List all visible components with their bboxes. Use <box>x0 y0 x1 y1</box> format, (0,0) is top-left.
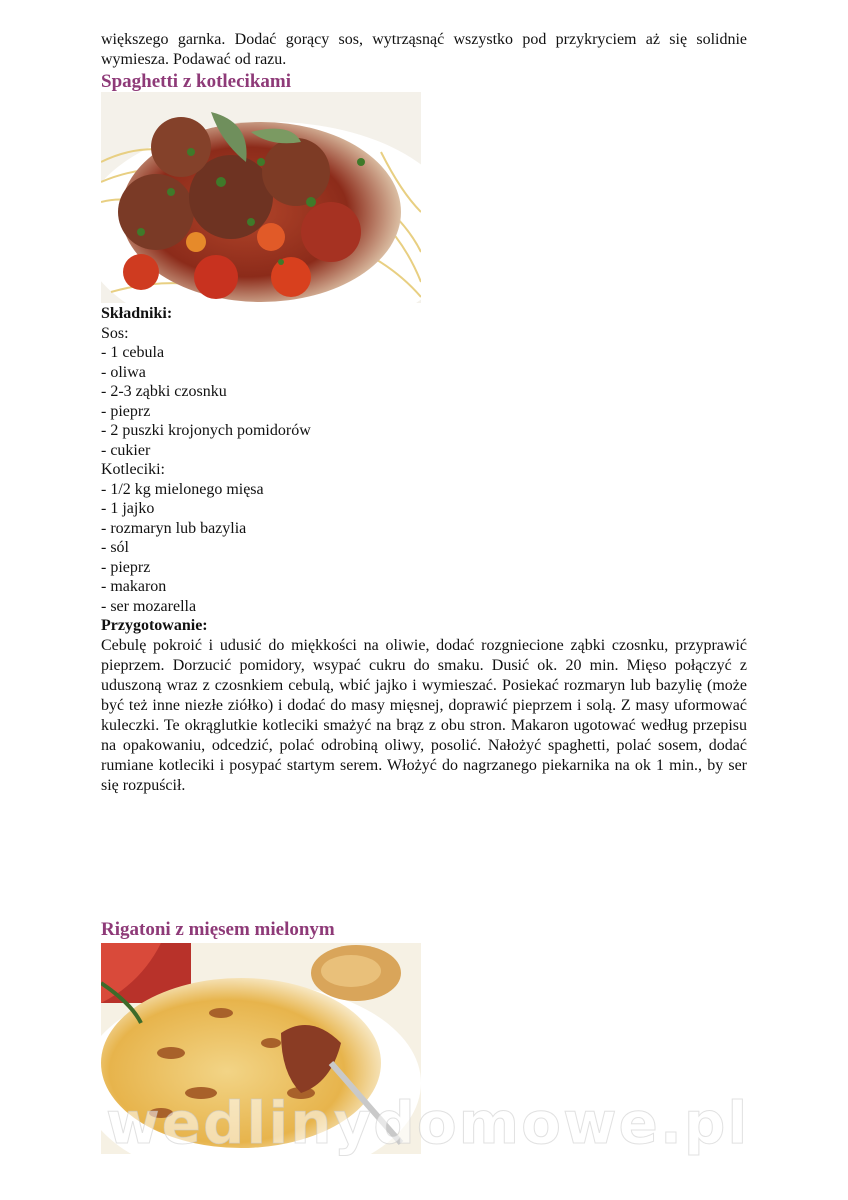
ingredients-heading: Składniki: <box>101 305 173 322</box>
list-item: - pieprz <box>101 558 151 576</box>
list-item: - 1 jajko <box>101 500 155 517</box>
list-item: - 1 cebula <box>101 344 165 361</box>
preparation-paragraph: Cebulę pokroić i udusić do miękkości na oliwie, dodać rozgniecione ząbki czosnku, przyprawić pieprzem. Dorzucić pomidory, wsypać cukru do smaku. Dusić ok. 20 min. Mięso połączyć z uduszoną wraz z czosnkiem cebulą, wbić jajko i wymieszać. Posiekać rozmaryn lub bazylię (może być też inne niezłe ziółko) i dodać do masy mięsnej, doprawić pieprzem i solą. Z masy uformować kuleczki. Te okrąglutkie kotleciki smażyć na brąz z obu stron. Makaron ugotować według przepisu na opakowaniu, odcedzić, polać odrobiną oliwy, posolić. Nałożyć spaghetti, polać sosem, dodać rumiane kotleciki i posypać startym serem. Włożyć do nagrzanego piekarnika na ok 1 min., by ser się rozpuścił. <box>101 636 747 794</box>
list-item: - pieprz <box>101 402 151 420</box>
spaghetti-meatballs-photo <box>101 92 421 303</box>
intro-paragraph: większego garnka. Dodać gorący sos, wytrząsnąć wszystko pod przykryciem aż się solidnie wymiesza. Podawać od razu. <box>101 31 747 68</box>
watermark-text: wedlinydomowe.pl <box>106 1089 750 1157</box>
list-item: - ser mozarella <box>101 597 197 615</box>
list-item: - 2 puszki krojonych pomidorów <box>101 422 311 439</box>
recipe-page <box>101 30 747 1154</box>
sauce-heading: Sos: <box>101 324 129 342</box>
recipe-title-spaghetti: Spaghetti z kotlecikami <box>101 71 291 92</box>
recipe-title-rigatoni: Rigatoni z mięsem mielonym <box>101 918 335 940</box>
list-item: - 1/2 kg mielonego mięsa <box>101 480 264 498</box>
list-item: - oliwa <box>101 363 146 381</box>
meatballs-heading: Kotleciki: <box>101 461 165 478</box>
preparation-heading: Przygotowanie: <box>101 617 208 634</box>
list-item: - rozmaryn lub bazylia <box>101 519 247 537</box>
list-item: - sól <box>101 539 129 556</box>
list-item: - makaron <box>101 578 167 595</box>
list-item: - cukier <box>101 441 151 459</box>
list-item: - 2-3 ząbki czosnku <box>101 383 227 400</box>
